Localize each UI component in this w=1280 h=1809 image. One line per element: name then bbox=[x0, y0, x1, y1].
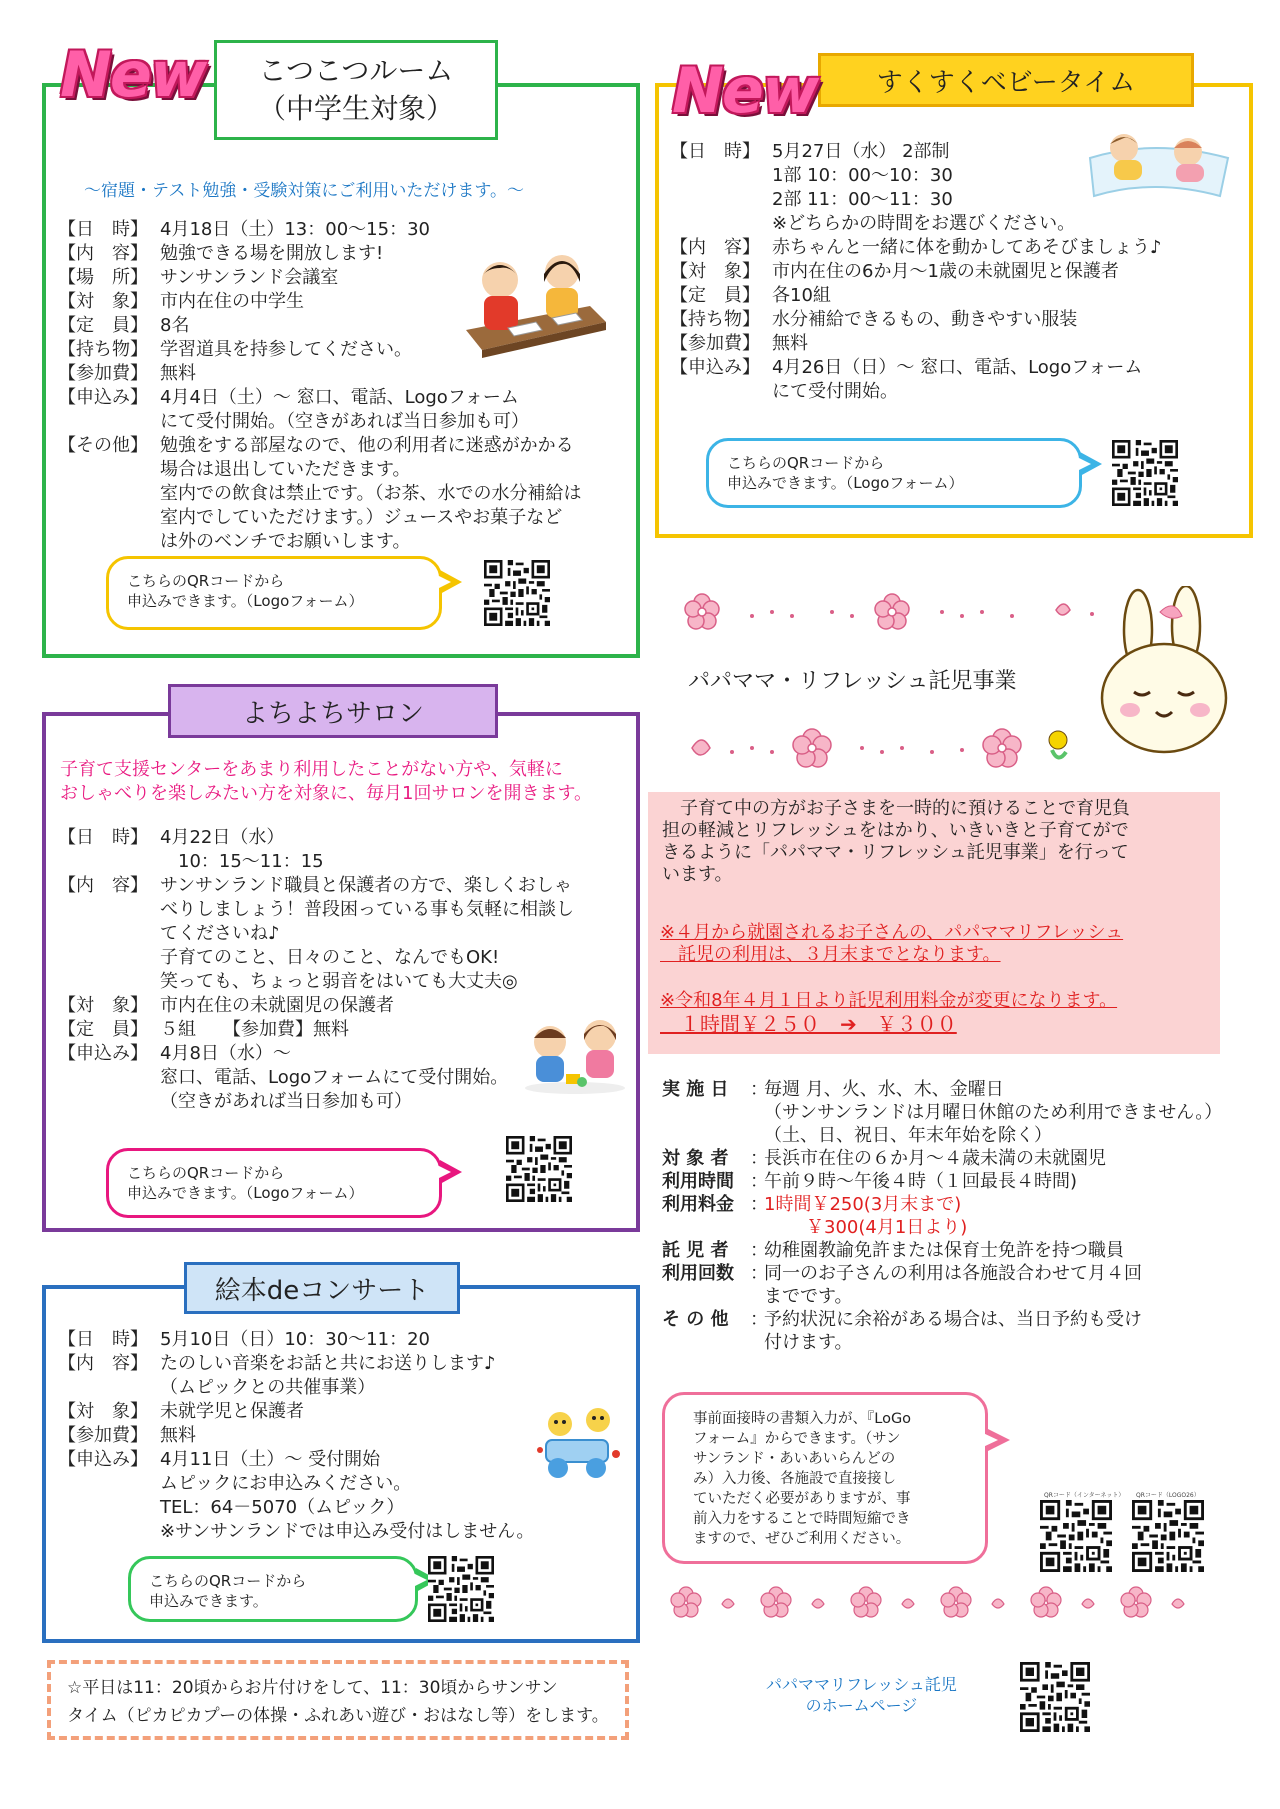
refresh-info-label bbox=[662, 1216, 750, 1239]
detail-row bbox=[58, 1448, 534, 1472]
new-badge-sukusuku: New bbox=[672, 54, 818, 127]
detail-row bbox=[58, 458, 582, 482]
yochiyochi-title-box bbox=[168, 684, 498, 738]
refresh-info-value: までです。 bbox=[764, 1286, 853, 1307]
refresh-logo-bubble: 事前面接時の書類入力が、『LoGo フォーム』からできます。（サン サンランド・あいあいらんどの み）入力後、各施設で直接接し ていただく必要がありますが、事 前入力をすることで時間短縮でき ますので、ぜひご利用ください。 bbox=[662, 1392, 988, 1564]
sukusuku-title-box bbox=[818, 53, 1194, 107]
detail-label bbox=[58, 506, 160, 530]
refresh-info-label: 託 児 者 bbox=[662, 1240, 729, 1261]
detail-value: 笑っても、ちょっと弱音をはいても大丈夫◎ bbox=[160, 971, 518, 992]
detail-row bbox=[58, 1376, 534, 1400]
detail-value: 無料 bbox=[160, 363, 196, 384]
suntime-note: ☆平日は11：20頃からお片付けをして、11：30頃からサンサン タイム（ピカピカプーの体操・ふれあい遊び・おはなし等）をします。 bbox=[47, 1660, 629, 1740]
refresh-info-label: 実 施 日 bbox=[662, 1079, 729, 1100]
detail-value: 4月22日（水） bbox=[160, 827, 285, 848]
detail-row bbox=[58, 850, 574, 874]
sukusuku-title: すくすくベビータイム bbox=[876, 67, 1136, 98]
refresh-info-row bbox=[662, 1308, 1222, 1331]
sukusuku-qr-code[interactable] bbox=[1112, 440, 1178, 506]
kotsukotsu-title-line2: （中学生対象） bbox=[257, 92, 454, 125]
detail-row bbox=[670, 308, 1162, 332]
detail-value: サンサンランド職員と保護者の方で、楽しくおしゃ bbox=[160, 875, 572, 896]
refresh-info-row bbox=[662, 1078, 1222, 1101]
refresh-fee-change: １時間￥２５０ ➔ ￥３００ bbox=[660, 1012, 957, 1036]
detail-value: 1部 10：00～10：30 bbox=[772, 165, 953, 186]
detail-row bbox=[58, 874, 574, 898]
detail-label bbox=[670, 164, 772, 188]
detail-label bbox=[670, 188, 772, 212]
ehon-qr-code[interactable] bbox=[428, 1556, 494, 1622]
refresh-info-colon: ： bbox=[750, 1148, 768, 1169]
detail-row bbox=[58, 386, 582, 410]
detail-value: サンサンランド会議室 bbox=[160, 267, 339, 288]
detail-label bbox=[58, 1496, 160, 1520]
refresh-info-label: そ の 他 bbox=[662, 1309, 729, 1330]
qr-caption-logo: QRコード（LOGO26） bbox=[1136, 1492, 1200, 1499]
refresh-info-colon bbox=[750, 1216, 764, 1239]
refresh-info-row bbox=[662, 1216, 1222, 1239]
detail-label bbox=[58, 970, 160, 994]
detail-label: 【場 所】 bbox=[58, 267, 148, 288]
refresh-info-colon bbox=[750, 1285, 764, 1308]
ehon-title-box bbox=[184, 1262, 460, 1314]
detail-label bbox=[58, 850, 160, 874]
detail-value: ※どちらかの時間をお選びください。 bbox=[772, 213, 1076, 234]
flower-garland-top bbox=[672, 590, 1102, 636]
yochiyochi-details bbox=[58, 826, 574, 1114]
detail-row bbox=[58, 1352, 534, 1376]
detail-row bbox=[58, 1042, 574, 1066]
detail-value: 室内での飲食は禁止です。（お茶、水での水分補給は bbox=[160, 483, 582, 504]
refresh-details bbox=[662, 1078, 1222, 1354]
refresh-info-value: （土、日、祝日、年末年始を除く） bbox=[764, 1125, 1052, 1146]
refresh-info-row bbox=[662, 1262, 1222, 1285]
refresh-info-label: 対 象 者 bbox=[662, 1148, 729, 1169]
detail-row bbox=[58, 482, 582, 506]
refresh-notice-1: ※４月から就園されるお子さんの、パパママリフレッシュ 託児の利用は、３月末までとなります。 bbox=[660, 922, 1124, 965]
new-badge-kotsukotsu: New bbox=[60, 38, 206, 111]
bunny-illustration bbox=[1090, 586, 1240, 770]
detail-value: 4月26日（日）～ 窓口、電話、Logoフォーム bbox=[772, 357, 1143, 378]
detail-label bbox=[58, 482, 160, 506]
homepage-qr-code[interactable] bbox=[1020, 1662, 1090, 1732]
kotsukotsu-title-box bbox=[214, 40, 498, 140]
refresh-info-label bbox=[662, 1124, 750, 1147]
refresh-info-row bbox=[662, 1101, 1222, 1124]
detail-label: 【日 時】 bbox=[670, 141, 760, 162]
detail-row bbox=[58, 410, 582, 434]
refresh-info-row bbox=[662, 1239, 1222, 1262]
refresh-info-label: 利用回数 bbox=[662, 1263, 734, 1284]
refresh-info-row bbox=[662, 1331, 1222, 1354]
ehon-title: 絵本deコンサート bbox=[214, 1275, 430, 1306]
detail-row bbox=[58, 994, 574, 1018]
detail-label: 【参加費】 bbox=[58, 363, 148, 384]
detail-value: 4月11日（土）～ 受付開始 bbox=[160, 1449, 381, 1470]
refresh-info-label bbox=[662, 1331, 750, 1354]
detail-row bbox=[58, 970, 574, 994]
yochiyochi-title: よちよちサロン bbox=[241, 698, 424, 729]
refresh-info-row bbox=[662, 1147, 1222, 1170]
detail-row bbox=[58, 506, 582, 530]
detail-label: 【対 象】 bbox=[670, 261, 760, 282]
homepage-caption[interactable]: パパママリフレッシュ託児 のホームページ bbox=[766, 1675, 957, 1715]
detail-value: TEL：64－5070（ムピック） bbox=[160, 1497, 405, 1518]
detail-value: 4月4日（土）～ 窓口、電話、Logoフォーム bbox=[160, 387, 519, 408]
detail-row bbox=[58, 530, 582, 554]
refresh-info-colon: ： bbox=[750, 1263, 768, 1284]
detail-label: 【その他】 bbox=[58, 435, 148, 456]
detail-label bbox=[58, 922, 160, 946]
refresh-info-value: 長浜市在住の６か月～４歳未満の未就園児 bbox=[764, 1148, 1106, 1169]
detail-row bbox=[58, 362, 582, 386]
detail-label: 【参加費】 bbox=[670, 333, 760, 354]
refresh-info-label bbox=[662, 1101, 750, 1124]
refresh-info-row bbox=[662, 1285, 1222, 1308]
detail-label: 【内 容】 bbox=[58, 1353, 148, 1374]
detail-row bbox=[58, 1424, 534, 1448]
refresh-info-colon: ： bbox=[750, 1171, 768, 1192]
detail-value: 未就学児と保護者 bbox=[160, 1401, 304, 1422]
detail-row bbox=[58, 826, 574, 850]
refresh-info-row bbox=[662, 1170, 1222, 1193]
detail-value: たのしい音楽をお話と共にお送りします♪ bbox=[160, 1353, 496, 1374]
detail-label: 【持ち物】 bbox=[670, 309, 760, 330]
detail-value: （空きがあれば当日参加も可） bbox=[160, 1091, 412, 1112]
kotsukotsu-qr-bubble: こちらのQRコードから 申込みできます。（Logoフォーム） bbox=[106, 556, 442, 630]
detail-label: 【対 象】 bbox=[58, 995, 148, 1016]
detail-row bbox=[670, 284, 1162, 308]
qr-caption-internet: QRコード（インターネット） bbox=[1044, 1492, 1125, 1499]
refresh-qr-logo[interactable] bbox=[1132, 1500, 1204, 1572]
detail-label: 【定 員】 bbox=[670, 285, 760, 306]
kotsukotsu-title-line1: こつこつルーム bbox=[258, 54, 454, 87]
refresh-title: パパママ・リフレッシュ託児事業 bbox=[688, 669, 1017, 694]
detail-label: 【内 容】 bbox=[670, 237, 760, 258]
detail-value: 5月27日（水） 2部制 bbox=[772, 141, 950, 162]
animal-musicians-illustration bbox=[534, 1402, 622, 1482]
detail-label: 【日 時】 bbox=[58, 219, 148, 240]
detail-value: 4月18日（土）13：00～15：30 bbox=[160, 219, 430, 240]
detail-label: 【参加費】 bbox=[58, 1425, 148, 1446]
detail-value: にて受付開始。（空きがあれば当日参加も可） bbox=[160, 411, 529, 432]
detail-value: 室内でしていただけます。）ジュースやお菓子など bbox=[160, 507, 563, 528]
refresh-info-value: 予約状況に余裕がある場合は、当日予約も受け bbox=[764, 1309, 1142, 1330]
detail-label: 【対 象】 bbox=[58, 1401, 148, 1422]
refresh-notice-2: ※令和8年４月１日より託児利用料金が変更になります。 bbox=[660, 990, 1118, 1011]
detail-label: 【申込み】 bbox=[670, 357, 760, 378]
detail-value: 学習道具を持参してください。 bbox=[160, 339, 412, 360]
detail-row bbox=[670, 332, 1162, 356]
detail-value: ムピックにお申込みください。 bbox=[160, 1473, 412, 1494]
refresh-info-value: 1時間￥250(3月末まで) bbox=[764, 1194, 962, 1215]
detail-row bbox=[670, 212, 1162, 236]
refresh-info-row bbox=[662, 1193, 1222, 1216]
detail-row bbox=[58, 1496, 534, 1520]
refresh-info-colon: ： bbox=[750, 1309, 768, 1330]
detail-value: （ムピックとの共催事業） bbox=[160, 1377, 376, 1398]
detail-label: 【申込み】 bbox=[58, 1449, 148, 1470]
detail-value: 場合は退出していただきます。 bbox=[160, 459, 411, 480]
detail-row bbox=[58, 922, 574, 946]
refresh-info-value: 同一のお子さんの利用は各施設合わせて月４回 bbox=[764, 1263, 1142, 1284]
flower-garland-middle bbox=[672, 722, 1102, 774]
students-studying-illustration bbox=[458, 250, 610, 358]
detail-value: 窓口、電話、Logoフォームにて受付開始。 bbox=[160, 1067, 509, 1088]
detail-value: 10：15～11：15 bbox=[160, 851, 324, 872]
detail-value: 市内在住の6か月～1歳の未就園児と保護者 bbox=[772, 261, 1119, 282]
detail-value: ５組 【参加費】無料 bbox=[160, 1019, 349, 1040]
detail-value: 勉強できる場を開放します! bbox=[160, 243, 384, 264]
detail-label bbox=[58, 1066, 160, 1090]
detail-row bbox=[670, 260, 1162, 284]
detail-row bbox=[670, 380, 1162, 404]
detail-row bbox=[58, 898, 574, 922]
detail-row bbox=[58, 1018, 574, 1042]
detail-label: 【対 象】 bbox=[58, 291, 148, 312]
detail-row bbox=[58, 1472, 534, 1496]
detail-row bbox=[670, 356, 1162, 380]
detail-row bbox=[58, 434, 582, 458]
detail-label: 【定 員】 bbox=[58, 315, 148, 336]
detail-label bbox=[58, 410, 160, 434]
detail-label: 【日 時】 bbox=[58, 1329, 148, 1350]
detail-value: にて受付開始。 bbox=[772, 381, 898, 402]
detail-label bbox=[58, 1376, 160, 1400]
refresh-info-label bbox=[662, 1285, 750, 1308]
detail-value: 8名 bbox=[160, 315, 190, 336]
detail-label bbox=[670, 212, 772, 236]
flower-garland-bottom bbox=[666, 1582, 1226, 1622]
yochiyochi-intro: 子育て支援センターをあまり利用したことがない方や、気軽に おしゃべりを楽しみたい方を対象に、毎月1回サロンを開きます。 bbox=[60, 759, 593, 804]
detail-label: 【内 容】 bbox=[58, 875, 148, 896]
refresh-info-colon: ： bbox=[750, 1079, 768, 1100]
detail-label bbox=[58, 898, 160, 922]
detail-value: 勉強をする部屋なので、他の利用者に迷惑がかかる bbox=[160, 435, 574, 456]
detail-value: ※サンサンランドでは申込み受付はしません。 bbox=[160, 1521, 535, 1542]
refresh-info-label: 利用時間 bbox=[662, 1171, 734, 1192]
refresh-info-row bbox=[662, 1124, 1222, 1147]
detail-label bbox=[58, 458, 160, 482]
detail-label bbox=[58, 1520, 160, 1544]
detail-value: 無料 bbox=[160, 1425, 196, 1446]
refresh-info-colon bbox=[750, 1124, 764, 1147]
detail-row bbox=[58, 1066, 574, 1090]
refresh-qr-internet[interactable] bbox=[1040, 1500, 1112, 1572]
detail-value: てくださいね♪ bbox=[160, 923, 280, 944]
detail-value: 市内在住の中学生 bbox=[160, 291, 304, 312]
refresh-info-colon bbox=[750, 1331, 764, 1354]
refresh-info-value: ￥300(4月1日より) bbox=[806, 1217, 968, 1238]
detail-value: 赤ちゃんと一緒に体を動かしてあそびましょう♪ bbox=[772, 237, 1162, 258]
kotsukotsu-subtitle: ～宿題・テスト勉強・受験対策にご利用いただけます。～ bbox=[84, 181, 524, 201]
detail-label: 【日 時】 bbox=[58, 827, 148, 848]
ehon-details bbox=[58, 1328, 534, 1544]
detail-row bbox=[58, 218, 582, 242]
toddlers-playing-illustration bbox=[520, 1012, 630, 1096]
detail-label: 【定 員】 bbox=[58, 1019, 148, 1040]
detail-label: 【持ち物】 bbox=[58, 339, 148, 360]
detail-label bbox=[58, 1090, 160, 1114]
detail-label bbox=[58, 946, 160, 970]
detail-label: 【申込み】 bbox=[58, 1043, 148, 1064]
detail-value: は外のベンチでお願いします。 bbox=[160, 531, 411, 552]
detail-label bbox=[58, 530, 160, 554]
detail-row bbox=[58, 1400, 534, 1424]
babies-illustration bbox=[1084, 118, 1234, 198]
detail-label bbox=[670, 380, 772, 404]
refresh-info-colon bbox=[750, 1101, 764, 1124]
detail-value: 5月10日（日）10：30～11：20 bbox=[160, 1329, 430, 1350]
refresh-info-value: 午前９時～午後４時（１回最長４時間) bbox=[764, 1171, 1078, 1192]
refresh-info-label: 利用料金 bbox=[662, 1194, 734, 1215]
sukusuku-qr-bubble: こちらのQRコードから 申込みできます。（Logoフォーム） bbox=[706, 438, 1082, 508]
detail-value: 2部 11：00～11：30 bbox=[772, 189, 953, 210]
kotsukotsu-qr-code[interactable] bbox=[484, 560, 550, 626]
detail-value: 4月8日（水）～ bbox=[160, 1043, 291, 1064]
detail-value: 子育てのこと、日々のこと、なんでもOK! bbox=[160, 947, 500, 968]
refresh-info-colon: ： bbox=[750, 1240, 768, 1261]
detail-row bbox=[58, 1328, 534, 1352]
detail-value: 水分補給できるもの、動きやすい服装 bbox=[772, 309, 1078, 330]
refresh-info-value: 幼稚園教諭免許または保育士免許を持つ職員 bbox=[764, 1240, 1124, 1261]
yochiyochi-qr-bubble: こちらのQRコードから 申込みできます。（Logoフォーム） bbox=[106, 1148, 442, 1218]
ehon-qr-bubble: こちらのQRコードから 申込みできます。 bbox=[128, 1556, 418, 1622]
detail-row bbox=[58, 1520, 534, 1544]
detail-value: 無料 bbox=[772, 333, 808, 354]
refresh-info-value: （サンサンランドは月曜日休館のため利用できません。） bbox=[764, 1102, 1223, 1123]
refresh-info-value: 付けます。 bbox=[764, 1332, 853, 1353]
refresh-info-value: 毎週 月、火、水、木、金曜日 bbox=[764, 1079, 1004, 1100]
detail-row bbox=[670, 236, 1162, 260]
detail-label bbox=[58, 1472, 160, 1496]
detail-label: 【内 容】 bbox=[58, 243, 148, 264]
detail-row bbox=[58, 1090, 574, 1114]
detail-label: 【申込み】 bbox=[58, 387, 148, 408]
detail-value: 各10組 bbox=[772, 285, 831, 306]
detail-value: 市内在住の未就園児の保護者 bbox=[160, 995, 394, 1016]
refresh-info-colon: ： bbox=[750, 1194, 768, 1215]
detail-row bbox=[58, 946, 574, 970]
refresh-intro: 子育て中の方がお子さまを一時的に預けることで育児負 担の軽減とリフレッシュをはかり、いきいきと子育てがで きるように「パパママ・リフレッシュ託児事業」を行って います。 bbox=[662, 798, 1130, 885]
yochiyochi-qr-code[interactable] bbox=[506, 1136, 572, 1202]
detail-value: べりしましょう！普段困っている事も気軽に相談し bbox=[160, 899, 574, 920]
